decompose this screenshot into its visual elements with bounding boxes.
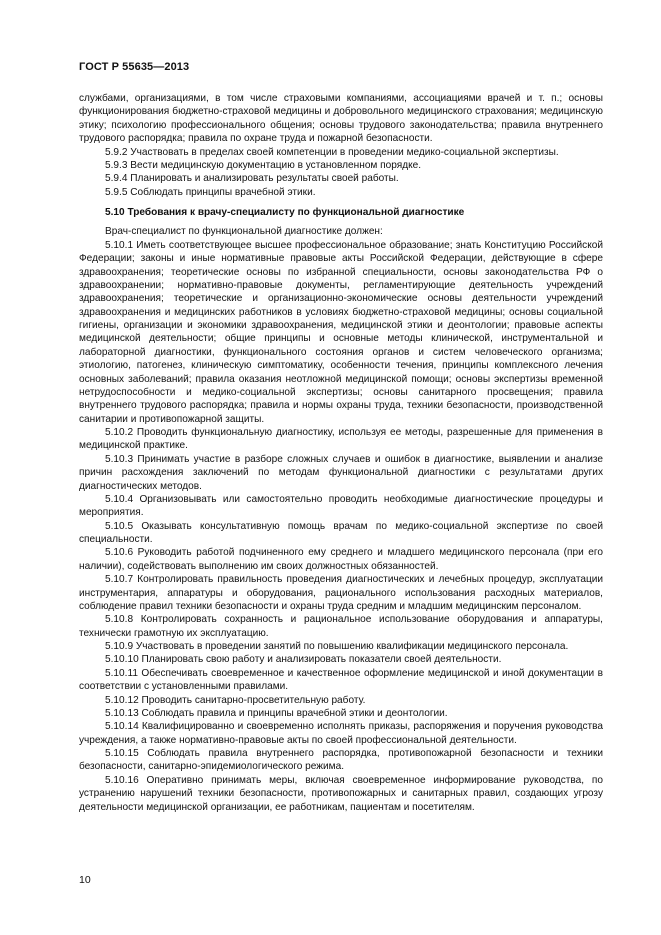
clause-5-10-2: 5.10.2 Проводить функциональную диагностику, используя ее методы, разрешенные для применения в медицинской практике.: [79, 427, 603, 452]
clause-5-9-5: 5.9.5 Соблюдать принципы врачебной этики.: [105, 186, 316, 198]
clause-5-9-4: 5.9.4 Планировать и анализировать результаты своей работы.: [105, 173, 399, 185]
document-body: [79, 92, 603, 814]
clause-5-10-15: 5.10.15 Соблюдать правила внутреннего распорядка, противопожарной безопасности и техники безопасности, санитарно-эпидемиологического режима.: [79, 748, 603, 773]
clause-5-10-16: 5.10.16 Оперативно принимать меры, включая своевременное информирование руководства, по устранению нарушений техники безопасности, противопожарных и санитарных правил, создающих угрозу деятельности медицинской организации, ее работникам, пациентам и посетителям.: [79, 774, 603, 813]
clause-5-10-5: 5.10.5 Оказывать консультативную помощь врачам по медико-социальной экспертизе по своей специальности.: [79, 520, 603, 545]
clause-5-10-6: 5.10.6 Руководить работой подчиненного ему среднего и младшего медицинского персонала (при его наличии), содействовать выполнению им своих должностных обязанностей.: [79, 547, 603, 572]
clause-5-10-7: 5.10.7 Контролировать правильность проведения диагностических и лечебных процедур, эксплуатации инструментария, аппаратуры и оборудования, рационального использования расходных материалов, соблюдение правил техники безопасности и охраны труда средним и младшим медицинским персоналом.: [79, 574, 603, 612]
clause-5-10-4: 5.10.4 Организовывать или самостоятельно проводить необходимые диагностические процедуры и мероприятия.: [79, 493, 603, 519]
page-number: 10: [79, 874, 91, 886]
clause-5-10-12: 5.10.12 Проводить санитарно-просветительную работу.: [105, 694, 366, 706]
standard-header: ГОСТ Р 55635—2013: [79, 61, 190, 73]
clause-5-9-2: 5.9.2 Участвовать в пределах своей компетенции в проведении медико-социальной экспертизы.: [105, 146, 559, 158]
clause-5-10-14: 5.10.14 Квалифицированно и своевременно исполнять приказы, распоряжения и поручения руководства учреждения, а также нормативно-правовые акты по своей профессиональной деятельности.: [79, 721, 603, 746]
section-intro: Врач-специалист по функциональной диагностике должен:: [105, 226, 383, 238]
clause-5-9-3: 5.9.3 Вести медицинскую документацию в установленном порядке.: [105, 159, 422, 171]
clause-5-10-13: 5.10.13 Соблюдать правила и принципы врачебной этики и деонтологии.: [105, 707, 448, 719]
continuation-paragraph: службами, организациями, в том числе страховыми компаниями, ассоциациями врачей и т. п.; основы функционирования бюджетно-страховой медицины и добровольного медицинского страхования; медицинскую этику; психологию профессионального общения; основы трудового законодательства; правила внутреннего трудового распорядка; правила по охране труда и пожарной безопасности.: [79, 93, 603, 145]
clause-5-10-3: 5.10.3 Принимать участие в разборе сложных случаев и ошибок в диагностике, выявлении и анализе причин расхождения заключений по методам функциональной диагностики с результатами других диагностических методов.: [79, 453, 603, 492]
clause-5-10-11: 5.10.11 Обеспечивать своевременное и качественное оформление медицинской и иной документации в соответствии с установленными правилами.: [79, 667, 603, 693]
clause-5-10-9: 5.10.9 Участвовать в проведении занятий по повышению квалификации медицинского персонала.: [105, 641, 569, 652]
clause-5-10-1: 5.10.1 Иметь соответствующее высшее профессиональное образование; знать Конституцию Российской Федерации; законы и иные нормативные правовые акты Российской Федерации, действующие в сфере здравоохранения; теоретические основы по избранной специальности, основы законодательства РФ о здравоохранении; нормативно-правовые документы, регламентирующие деятельность учреждений здравоохранения; теоретические и организационно-экономические основы деятельности учреждений здравоохранения и медицинских работников в условиях бюджетно-страховой медицины; основы социальной гигиены, организации и экономики здравоохранения, медицинской этики и деонтологии; правовые аспекты медицинской деятельности; общие принципы и основные методы клинической, инструментальной и лабораторной диагностики, функционального состояния органов и систем человеческого организма; этиологию, патогенез, клиническую симптоматику, особенности течения, принципы комплексного лечения основных заболеваний; правила оказания неотложной медицинской помощи; основы экспертизы временной нетрудоспособности и медико-социальной экспертизы; основы санитарного просвещения; правила внутреннего трудового распорядка; правила и нормы охраны труда, техники безопасности, производственной санитарии и противопожарной защиты.: [79, 239, 603, 425]
clause-5-10-8: 5.10.8 Контролировать сохранность и рациональное использование оборудования и аппаратуры, технически грамотную их эксплуатацию.: [79, 614, 603, 639]
section-heading-5-10: 5.10 Требования к врачу-специалисту по функциональной диагностике: [105, 207, 465, 218]
clause-5-10-10: 5.10.10 Планировать свою работу и анализировать показатели своей деятельности.: [105, 654, 502, 666]
